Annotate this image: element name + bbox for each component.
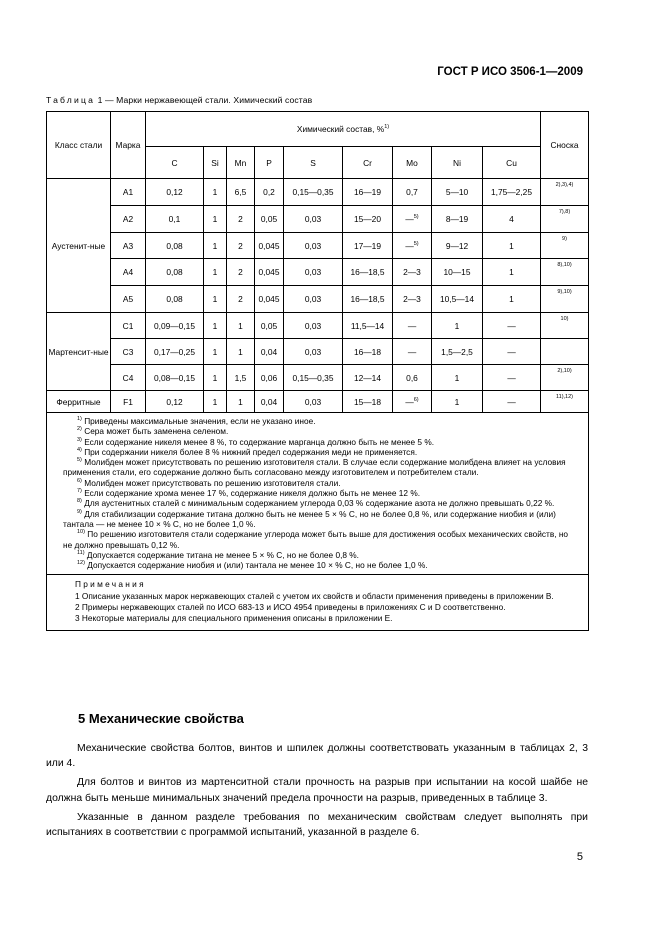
- value-cell: —: [393, 313, 432, 339]
- grade-cell: C3: [111, 339, 146, 365]
- value-cell: 0,06: [255, 365, 284, 391]
- grade-cell: A1: [111, 179, 146, 206]
- value-cell: 1,75—2,25: [483, 179, 541, 206]
- value-cell: 0,03: [284, 206, 343, 233]
- notes-title: Примечания: [75, 579, 146, 590]
- table-row: [47, 233, 589, 259]
- steel-class-cell: Ферритные: [47, 391, 111, 413]
- value-cell: 0,2: [255, 179, 284, 206]
- element-header-2: Mn: [227, 147, 255, 179]
- value-cell: —: [393, 339, 432, 365]
- value-cell: 1: [204, 286, 227, 313]
- paragraph-2: Для болтов и винтов из мартенситной стали прочность на разрыв при испытании на косой шайбе не должна быть меньше минимальных значений предела прочности на разрыв, приведенных в таблице 3.: [46, 777, 588, 804]
- grade-cell: A4: [111, 259, 146, 286]
- element-header-5: Cr: [343, 147, 393, 179]
- caption-text: 1 — Марки нержавеющей стали. Химический состав: [97, 95, 313, 105]
- notes-block: [47, 575, 589, 631]
- value-cell: —: [483, 313, 541, 339]
- value-cell: 0,08: [146, 286, 204, 313]
- footnote-3: $^{3)}$ Если содержание никеля менее 8 %, то содержание марганца должно быть не менее 5 %.: [77, 436, 435, 447]
- value-cell: 2—3: [393, 286, 432, 313]
- value-cell: 1: [204, 313, 227, 339]
- header-steel-class: Класс стали: [47, 112, 111, 179]
- value-cell: 1: [227, 391, 255, 413]
- value-cell: 2: [227, 206, 255, 233]
- footnote-ref-cell: 9): [541, 233, 589, 259]
- value-cell: 1: [432, 313, 483, 339]
- value-cell: 16—18,5: [343, 259, 393, 286]
- footnote-12: $^{12)}$ Допускается содержание ниобия и (или) тантала не менее 10 × % C, но не более 1,0 %.: [77, 560, 428, 571]
- value-cell: 6,5: [227, 179, 255, 206]
- value-cell: 0,03: [284, 233, 343, 259]
- value-cell: 1: [227, 313, 255, 339]
- table-caption: [46, 95, 312, 105]
- value-cell: 9—12: [432, 233, 483, 259]
- footnote-2: $^{2)}$ Сера может быть заменена селеном.: [77, 426, 229, 437]
- value-cell: 16—18: [343, 339, 393, 365]
- value-cell: —$^{6)}$: [393, 391, 432, 413]
- value-cell: —: [483, 339, 541, 365]
- value-cell: 0,05: [255, 313, 284, 339]
- value-cell: 1: [204, 233, 227, 259]
- value-cell: 2: [227, 233, 255, 259]
- value-cell: 0,03: [284, 286, 343, 313]
- table-row: [47, 313, 589, 339]
- grade-cell: A3: [111, 233, 146, 259]
- element-header-8: Cu: [483, 147, 541, 179]
- value-cell: 1: [204, 339, 227, 365]
- header-grade: Марка: [111, 112, 146, 179]
- steel-class-cell: Мартенсит-ные: [47, 313, 111, 391]
- footnote-ref-cell: 7),8): [541, 206, 589, 233]
- value-cell: 0,04: [255, 339, 284, 365]
- value-cell: 0,12: [146, 391, 204, 413]
- footnote-5: $^{5)}$ Молибден может присутствовать по решению изготовителя стали. В случае если содержание молибдена влияет на условия применения стали, его содержание должно быть согласовано между изготовителем и потребителем стали.: [63, 457, 566, 478]
- note-2: 2 Примеры нержавеющих сталей по ИСО 683-13 и ИСО 4954 приведены в приложениях C и D соответственно.: [75, 601, 506, 612]
- element-header-1: Si: [204, 147, 227, 179]
- value-cell: —: [483, 391, 541, 413]
- value-cell: 4: [483, 206, 541, 233]
- value-cell: 0,045: [255, 286, 284, 313]
- grade-cell: C4: [111, 365, 146, 391]
- value-cell: 1: [204, 365, 227, 391]
- value-cell: 1: [204, 259, 227, 286]
- value-cell: 1,5: [227, 365, 255, 391]
- footnote-8: $^{8)}$ Для аустенитных сталей с минимальным содержанием углерода 0,03 % содержание азота не должно превышать 0,22 %.: [77, 498, 555, 509]
- value-cell: 0,03: [284, 339, 343, 365]
- table-row: [47, 391, 589, 413]
- grade-cell: A2: [111, 206, 146, 233]
- value-cell: 0,15—0,35: [284, 179, 343, 206]
- value-cell: 0,1: [146, 206, 204, 233]
- element-header-4: S: [284, 147, 343, 179]
- grade-cell: F1: [111, 391, 146, 413]
- value-cell: 1: [483, 233, 541, 259]
- paragraph-1: Механические свойства болтов, винтов и шпилек должны соответствовать указанным в таблицах 2, 3 или 4.: [46, 743, 588, 770]
- section-body: [46, 741, 588, 844]
- value-cell: 1: [204, 391, 227, 413]
- value-cell: 1: [204, 179, 227, 206]
- footnote-11: $^{11)}$ Допускается содержание титана не менее 5 × % C, но не более 0,8 %.: [77, 549, 359, 560]
- value-cell: 0,7: [393, 179, 432, 206]
- table-row: [47, 339, 589, 365]
- footnote-9: $^{9)}$ Для стабилизации содержание титана должно быть не менее 5 × % C, но не более 0,8 %, или содержание ниобия и (или) тантала — не менее 10 × % C, но не более 1,0 %.: [63, 508, 556, 529]
- value-cell: 0,08—0,15: [146, 365, 204, 391]
- value-cell: —$^{5)}$: [393, 206, 432, 233]
- value-cell: 0,12: [146, 179, 204, 206]
- value-cell: 1: [227, 339, 255, 365]
- value-cell: 15—20: [343, 206, 393, 233]
- value-cell: 0,09—0,15: [146, 313, 204, 339]
- document-header: ГОСТ Р ИСО 3506-1—2009: [437, 66, 583, 78]
- footnote-ref-cell: 10): [541, 313, 589, 339]
- value-cell: 0,03: [284, 313, 343, 339]
- value-cell: 15—18: [343, 391, 393, 413]
- value-cell: 1: [483, 286, 541, 313]
- element-header-7: Ni: [432, 147, 483, 179]
- value-cell: 1: [432, 365, 483, 391]
- footnote-ref-cell: 8),10): [541, 259, 589, 286]
- value-cell: 16—18,5: [343, 286, 393, 313]
- chemical-composition-table: [46, 111, 589, 631]
- element-header-6: Mo: [393, 147, 432, 179]
- table-row: [47, 259, 589, 286]
- value-cell: 2—3: [393, 259, 432, 286]
- footnote-ref-cell: 2),10): [541, 365, 589, 391]
- value-cell: 8—19: [432, 206, 483, 233]
- value-cell: 0,04: [255, 391, 284, 413]
- value-cell: 1: [204, 206, 227, 233]
- footnote-10: $^{10)}$ По решению изготовителя стали содержание углерода может быть выше для достижения особых механических свойств, но не должно превышать 0,12 %.: [63, 529, 569, 550]
- value-cell: 16—19: [343, 179, 393, 206]
- footnotes-block: [47, 413, 589, 575]
- value-cell: 10—15: [432, 259, 483, 286]
- header-composition: Химический состав, %$^{1)}$: [146, 112, 541, 147]
- element-header-3: P: [255, 147, 284, 179]
- value-cell: 0,17—0,25: [146, 339, 204, 365]
- value-cell: 10,5—14: [432, 286, 483, 313]
- grade-cell: C1: [111, 313, 146, 339]
- footnote-6: $^{6)}$ Молибден может присутствовать по решению изготовителя стали.: [77, 477, 341, 488]
- value-cell: 0,08: [146, 259, 204, 286]
- footnote-7: $^{7)}$ Если содержание хрома менее 17 %, содержание никеля должно быть не менее 12 %.: [77, 488, 420, 499]
- table-row: [47, 206, 589, 233]
- table-row: [47, 365, 589, 391]
- value-cell: 0,045: [255, 259, 284, 286]
- value-cell: 0,15—0,35: [284, 365, 343, 391]
- value-cell: 0,05: [255, 206, 284, 233]
- table-row: [47, 179, 589, 206]
- footnote-ref-cell: 11),12): [541, 391, 589, 413]
- value-cell: 1,5—2,5: [432, 339, 483, 365]
- note-3: 3 Некоторые материалы для специального применения описаны в приложении E.: [75, 613, 393, 624]
- value-cell: 0,03: [284, 259, 343, 286]
- grade-cell: A5: [111, 286, 146, 313]
- value-cell: 0,6: [393, 365, 432, 391]
- table-row: [47, 286, 589, 313]
- value-cell: 2: [227, 286, 255, 313]
- value-cell: 0,08: [146, 233, 204, 259]
- caption-prefix: Таблица: [46, 95, 96, 105]
- value-cell: —$^{5)}$: [393, 233, 432, 259]
- paragraph-3: Указанные в данном разделе требования по механическим свойствам следует выполнять при испытаниях в соответствии с программой испытаний, указанной в разделе 6.: [46, 811, 588, 839]
- value-cell: —: [483, 365, 541, 391]
- header-footnote: Сноска: [541, 112, 589, 179]
- footnote-ref-cell: 2),3),4): [541, 179, 589, 206]
- value-cell: 0,03: [284, 391, 343, 413]
- steel-class-cell: Аустенит-ные: [47, 179, 111, 313]
- footnote-ref-cell: 9),10): [541, 286, 589, 313]
- value-cell: 1: [432, 391, 483, 413]
- footnote-ref-cell: [541, 339, 589, 365]
- section-title: 5 Механические свойства: [78, 711, 244, 726]
- element-header-0: C: [146, 147, 204, 179]
- value-cell: 2: [227, 259, 255, 286]
- value-cell: 12—14: [343, 365, 393, 391]
- value-cell: 11,5—14: [343, 313, 393, 339]
- value-cell: 17—19: [343, 233, 393, 259]
- footnote-1: $^{1)}$ Приведены максимальные значения, если не указано иное.: [77, 416, 316, 426]
- value-cell: 5—10: [432, 179, 483, 206]
- value-cell: 1: [483, 259, 541, 286]
- value-cell: 0,045: [255, 233, 284, 259]
- page-number: 5: [576, 851, 583, 863]
- note-1: 1 Описание указанных марок нержавеющих сталей с учетом их свойств и области применения приведены в приложении B.: [75, 590, 554, 601]
- footnote-4: $^{4)}$ При содержании никеля более 8 % нижний предел содержания меди не применяется.: [77, 446, 418, 457]
